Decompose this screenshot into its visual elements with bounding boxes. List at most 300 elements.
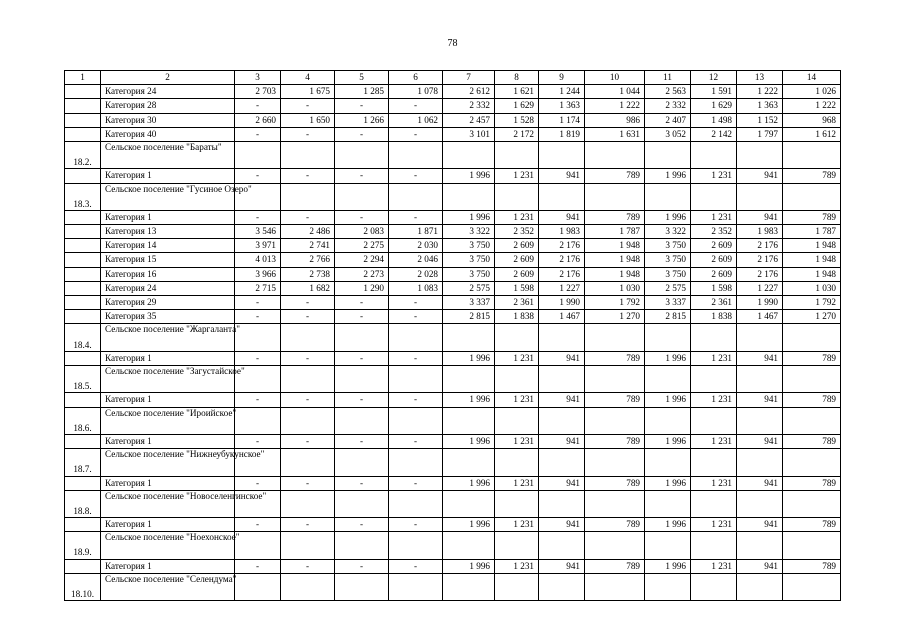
value-cell: - (389, 296, 443, 310)
empty-cell (443, 183, 495, 210)
empty-cell (737, 573, 783, 600)
category-label: Категория 29 (101, 296, 235, 310)
value-cell: 3 750 (443, 239, 495, 253)
empty-cell (65, 281, 101, 295)
value-cell: - (389, 393, 443, 407)
empty-cell (539, 365, 585, 392)
empty-cell (389, 183, 443, 210)
value-cell: 2 612 (443, 85, 495, 99)
section-row (65, 490, 841, 517)
value-cell: - (335, 296, 389, 310)
value-cell: 1 948 (585, 253, 645, 267)
value-cell: 1 948 (585, 267, 645, 281)
value-cell: 941 (539, 559, 585, 573)
value-cell: 2 176 (737, 253, 783, 267)
value-cell: - (389, 310, 443, 324)
header-row (65, 71, 841, 85)
value-cell: 2 176 (737, 267, 783, 281)
value-cell: 3 750 (443, 267, 495, 281)
value-cell: - (235, 296, 281, 310)
category-label: Категория 15 (101, 253, 235, 267)
empty-cell (737, 183, 783, 210)
category-label: Категория 14 (101, 239, 235, 253)
value-cell: 1 996 (645, 434, 691, 448)
empty-cell (389, 324, 443, 351)
value-cell: 1 631 (585, 127, 645, 141)
value-cell: 1 629 (495, 99, 539, 113)
value-cell: 1 030 (783, 281, 841, 295)
value-cell: - (389, 210, 443, 224)
section-number: 18.4. (65, 324, 101, 351)
empty-cell (539, 183, 585, 210)
empty-cell (65, 253, 101, 267)
empty-cell (645, 324, 691, 351)
value-cell: - (335, 434, 389, 448)
value-cell: 1 231 (691, 476, 737, 490)
table-row (65, 99, 841, 113)
value-cell: 1 231 (691, 351, 737, 365)
value-cell: 2 176 (539, 253, 585, 267)
value-cell: 1 231 (691, 434, 737, 448)
empty-cell (691, 490, 737, 517)
value-cell: 1 231 (495, 434, 539, 448)
value-cell: 1 990 (539, 296, 585, 310)
section-row (65, 141, 841, 168)
empty-cell (645, 532, 691, 559)
value-cell: 1 650 (281, 113, 335, 127)
value-cell: - (281, 296, 335, 310)
value-cell: 1 871 (389, 225, 443, 239)
value-cell: 968 (783, 113, 841, 127)
table-row (65, 85, 841, 99)
value-cell: 1 244 (539, 85, 585, 99)
section-name: Сельское поселение "Ноехонское" (101, 532, 235, 559)
value-cell: - (281, 518, 335, 532)
category-label: Категория 30 (101, 113, 235, 127)
value-cell: 789 (585, 169, 645, 183)
value-cell: - (281, 476, 335, 490)
empty-cell (495, 532, 539, 559)
value-cell: - (281, 210, 335, 224)
empty-cell (645, 407, 691, 434)
section-name: Сельское поселение "Жаргаланта" (101, 324, 235, 351)
value-cell: - (389, 351, 443, 365)
empty-cell (335, 449, 389, 476)
value-cell: 1 682 (281, 281, 335, 295)
empty-cell (235, 141, 281, 168)
value-cell: 1 629 (691, 99, 737, 113)
table-row (65, 281, 841, 295)
column-header: 6 (389, 71, 443, 85)
value-cell: 941 (737, 476, 783, 490)
value-cell: 2 142 (691, 127, 737, 141)
table-row (65, 210, 841, 224)
empty-cell (281, 183, 335, 210)
section-name: Сельское поселение "Ироийское" (101, 407, 235, 434)
value-cell: 941 (539, 476, 585, 490)
value-cell: 2 715 (235, 281, 281, 295)
value-cell: - (335, 127, 389, 141)
value-cell: 1 285 (335, 85, 389, 99)
empty-cell (335, 532, 389, 559)
empty-cell (585, 183, 645, 210)
value-cell: 1 290 (335, 281, 389, 295)
empty-cell (737, 407, 783, 434)
value-cell: 1 787 (585, 225, 645, 239)
category-label: Категория 1 (101, 434, 235, 448)
section-number: 18.3. (65, 183, 101, 210)
value-cell: 2 609 (495, 239, 539, 253)
value-cell: 3 546 (235, 225, 281, 239)
empty-cell (585, 407, 645, 434)
empty-cell (65, 518, 101, 532)
value-cell: 1 266 (335, 113, 389, 127)
value-cell: 986 (585, 113, 645, 127)
empty-cell (65, 127, 101, 141)
empty-cell (783, 449, 841, 476)
empty-cell (783, 365, 841, 392)
value-cell: 1 787 (783, 225, 841, 239)
value-cell: - (235, 518, 281, 532)
value-cell: - (389, 99, 443, 113)
value-cell: - (389, 127, 443, 141)
column-header: 10 (585, 71, 645, 85)
empty-cell (443, 407, 495, 434)
section-row (65, 573, 841, 600)
value-cell: 789 (783, 434, 841, 448)
section-number: 18.2. (65, 141, 101, 168)
empty-cell (783, 532, 841, 559)
value-cell: - (281, 559, 335, 573)
table-row (65, 559, 841, 573)
value-cell: - (335, 476, 389, 490)
empty-cell (65, 351, 101, 365)
value-cell: 2 609 (691, 253, 737, 267)
value-cell: 1 838 (691, 310, 737, 324)
empty-cell (65, 296, 101, 310)
empty-cell (443, 365, 495, 392)
value-cell: 1 996 (443, 518, 495, 532)
value-cell: 3 966 (235, 267, 281, 281)
empty-cell (281, 449, 335, 476)
empty-cell (65, 310, 101, 324)
section-number: 18.9. (65, 532, 101, 559)
value-cell: 789 (783, 351, 841, 365)
empty-cell (691, 183, 737, 210)
empty-cell (539, 532, 585, 559)
empty-cell (495, 573, 539, 600)
empty-cell (645, 573, 691, 600)
value-cell: 1 983 (539, 225, 585, 239)
empty-cell (585, 141, 645, 168)
section-row (65, 324, 841, 351)
empty-cell (389, 449, 443, 476)
empty-cell (645, 449, 691, 476)
value-cell: 2 575 (443, 281, 495, 295)
value-cell: 1 792 (585, 296, 645, 310)
empty-cell (737, 365, 783, 392)
value-cell: 3 322 (645, 225, 691, 239)
value-cell: 1 231 (495, 210, 539, 224)
value-cell: 2 352 (691, 225, 737, 239)
empty-cell (65, 113, 101, 127)
value-cell: 941 (737, 210, 783, 224)
category-label: Категория 13 (101, 225, 235, 239)
empty-cell (737, 490, 783, 517)
empty-cell (335, 141, 389, 168)
value-cell: - (235, 127, 281, 141)
value-cell: 1 174 (539, 113, 585, 127)
section-number: 18.7. (65, 449, 101, 476)
value-cell: 3 052 (645, 127, 691, 141)
value-cell: - (335, 210, 389, 224)
value-cell: 941 (539, 210, 585, 224)
empty-cell (443, 141, 495, 168)
value-cell: 1 231 (691, 518, 737, 532)
value-cell: 941 (737, 559, 783, 573)
value-cell: 2 815 (645, 310, 691, 324)
value-cell: 2 046 (389, 253, 443, 267)
value-cell: - (235, 210, 281, 224)
value-cell: - (235, 351, 281, 365)
value-cell: 2 332 (443, 99, 495, 113)
value-cell: 941 (737, 351, 783, 365)
category-label: Категория 1 (101, 351, 235, 365)
empty-cell (645, 141, 691, 168)
empty-cell (737, 141, 783, 168)
section-number: 18.10. (65, 573, 101, 600)
empty-cell (691, 573, 737, 600)
empty-cell (235, 573, 281, 600)
value-cell: 1 675 (281, 85, 335, 99)
value-cell: 1 231 (495, 393, 539, 407)
empty-cell (585, 365, 645, 392)
column-header: 2 (101, 71, 235, 85)
value-cell: 1 996 (645, 169, 691, 183)
value-cell: 1 231 (495, 351, 539, 365)
value-cell: - (335, 351, 389, 365)
empty-cell (281, 324, 335, 351)
empty-cell (539, 449, 585, 476)
value-cell: 1 152 (737, 113, 783, 127)
table-body (65, 71, 841, 601)
value-cell: 1 598 (691, 281, 737, 295)
value-cell: 1 996 (645, 393, 691, 407)
table-row (65, 351, 841, 365)
value-cell: 941 (737, 169, 783, 183)
value-cell: 941 (539, 393, 585, 407)
value-cell: 1 948 (783, 239, 841, 253)
value-cell: - (235, 434, 281, 448)
empty-cell (737, 532, 783, 559)
value-cell: 2 176 (539, 239, 585, 253)
value-cell: - (335, 310, 389, 324)
table-row (65, 434, 841, 448)
empty-cell (495, 449, 539, 476)
value-cell: - (389, 518, 443, 532)
empty-cell (281, 490, 335, 517)
value-cell: 789 (585, 393, 645, 407)
value-cell: 1 990 (737, 296, 783, 310)
value-cell: - (281, 434, 335, 448)
column-header: 13 (737, 71, 783, 85)
value-cell: 1 231 (495, 518, 539, 532)
value-cell: 2 176 (539, 267, 585, 281)
empty-cell (389, 490, 443, 517)
empty-cell (281, 532, 335, 559)
section-name: Сельское поселение "Гусиное Озеро" (101, 183, 235, 210)
empty-cell (65, 393, 101, 407)
value-cell: 1 996 (443, 434, 495, 448)
empty-cell (539, 573, 585, 600)
empty-cell (443, 449, 495, 476)
empty-cell (335, 490, 389, 517)
value-cell: 789 (585, 476, 645, 490)
value-cell: 789 (585, 434, 645, 448)
value-cell: 1 996 (443, 169, 495, 183)
value-cell: 1 231 (691, 559, 737, 573)
category-label: Категория 28 (101, 99, 235, 113)
page-number: 78 (447, 38, 458, 49)
value-cell: 2 352 (495, 225, 539, 239)
value-cell: 2 361 (495, 296, 539, 310)
empty-cell (495, 365, 539, 392)
value-cell: 2 294 (335, 253, 389, 267)
value-cell: 1 996 (645, 351, 691, 365)
value-cell: 789 (783, 559, 841, 573)
value-cell: 1 062 (389, 113, 443, 127)
value-cell: 941 (737, 434, 783, 448)
table-row (65, 253, 841, 267)
empty-cell (691, 532, 737, 559)
empty-cell (65, 169, 101, 183)
category-label: Категория 16 (101, 267, 235, 281)
empty-cell (585, 573, 645, 600)
value-cell: - (335, 518, 389, 532)
value-cell: 2 703 (235, 85, 281, 99)
empty-cell (443, 532, 495, 559)
section-number: 18.8. (65, 490, 101, 517)
empty-cell (389, 573, 443, 600)
category-label: Категория 35 (101, 310, 235, 324)
empty-cell (235, 532, 281, 559)
empty-cell (783, 324, 841, 351)
value-cell: 2 738 (281, 267, 335, 281)
value-cell: 2 486 (281, 225, 335, 239)
empty-cell (783, 573, 841, 600)
value-cell: - (281, 310, 335, 324)
empty-cell (539, 490, 585, 517)
category-label: Категория 40 (101, 127, 235, 141)
empty-cell (65, 476, 101, 490)
value-cell: 3 101 (443, 127, 495, 141)
value-cell: 1 227 (737, 281, 783, 295)
value-cell: 2 172 (495, 127, 539, 141)
value-cell: 789 (783, 476, 841, 490)
section-row (65, 407, 841, 434)
value-cell: 3 750 (645, 239, 691, 253)
empty-cell (443, 573, 495, 600)
value-cell: 1 996 (645, 210, 691, 224)
value-cell: 941 (539, 169, 585, 183)
value-cell: 2 609 (495, 267, 539, 281)
empty-cell (783, 490, 841, 517)
empty-cell (495, 324, 539, 351)
column-header: 9 (539, 71, 585, 85)
empty-cell (737, 449, 783, 476)
value-cell: - (335, 169, 389, 183)
table-row (65, 296, 841, 310)
column-header: 14 (783, 71, 841, 85)
value-cell: 2 332 (645, 99, 691, 113)
empty-cell (65, 434, 101, 448)
value-cell: - (235, 476, 281, 490)
section-row (65, 365, 841, 392)
empty-cell (281, 365, 335, 392)
value-cell: - (335, 393, 389, 407)
table-row (65, 169, 841, 183)
empty-cell (281, 141, 335, 168)
value-cell: 1 996 (443, 559, 495, 573)
empty-cell (645, 490, 691, 517)
empty-cell (539, 324, 585, 351)
value-cell: 2 609 (495, 253, 539, 267)
value-cell: - (235, 559, 281, 573)
empty-cell (235, 324, 281, 351)
empty-cell (335, 365, 389, 392)
empty-cell (691, 141, 737, 168)
value-cell: 1 078 (389, 85, 443, 99)
value-cell: 3 322 (443, 225, 495, 239)
value-cell: 2 766 (281, 253, 335, 267)
value-cell: 2 407 (645, 113, 691, 127)
value-cell: - (235, 99, 281, 113)
value-cell: 1 363 (539, 99, 585, 113)
value-cell: 789 (783, 210, 841, 224)
empty-cell (539, 141, 585, 168)
value-cell: 2 660 (235, 113, 281, 127)
value-cell: 2 176 (737, 239, 783, 253)
table-row (65, 476, 841, 490)
section-name: Сельское поселение "Новоселенгинское" (101, 490, 235, 517)
value-cell: 1 792 (783, 296, 841, 310)
empty-cell (691, 365, 737, 392)
value-cell: 1 797 (737, 127, 783, 141)
value-cell: - (235, 169, 281, 183)
value-cell: 1 621 (495, 85, 539, 99)
value-cell: 1 363 (737, 99, 783, 113)
value-cell: 1 948 (783, 267, 841, 281)
empty-cell (65, 239, 101, 253)
empty-cell (389, 532, 443, 559)
value-cell: - (281, 351, 335, 365)
table-row (65, 239, 841, 253)
empty-cell (645, 365, 691, 392)
section-name: Сельское поселение "Селендума" (101, 573, 235, 600)
empty-cell (65, 210, 101, 224)
value-cell: 3 750 (645, 267, 691, 281)
empty-cell (585, 324, 645, 351)
empty-cell (65, 99, 101, 113)
column-header: 4 (281, 71, 335, 85)
category-label: Категория 24 (101, 85, 235, 99)
value-cell: 1 026 (783, 85, 841, 99)
value-cell: 1 044 (585, 85, 645, 99)
value-cell: 1 222 (585, 99, 645, 113)
value-cell: 1 528 (495, 113, 539, 127)
value-cell: 2 028 (389, 267, 443, 281)
empty-cell (443, 324, 495, 351)
